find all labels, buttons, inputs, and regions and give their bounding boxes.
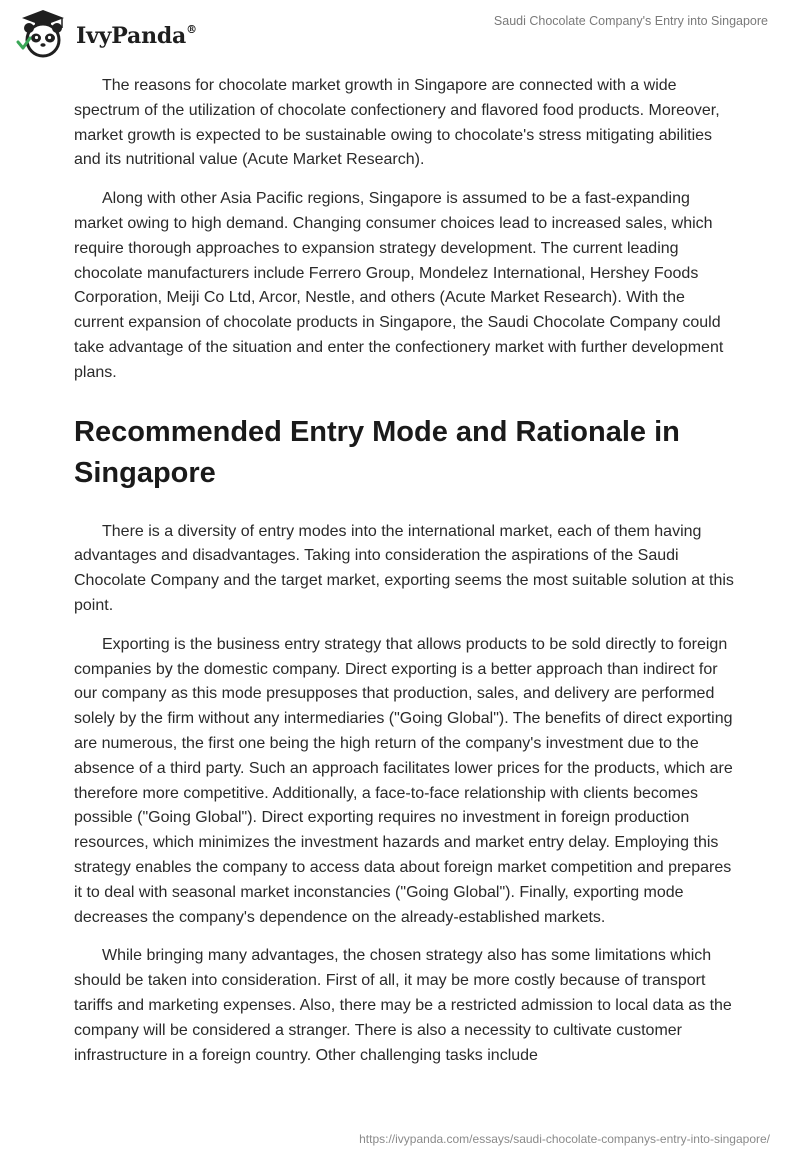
paragraph: There is a diversity of entry modes into the international market, each of them having advantages and disadvantages. Taking into consideration the aspirations of the Saudi Chocolate Company and the target market, exporting seems the most suitable solution at this point. bbox=[74, 522, 734, 614]
document-title: Saudi Chocolate Company's Entry into Singapore bbox=[493, 14, 768, 28]
panda-logo-icon bbox=[14, 8, 72, 60]
paragraph: While bringing many advantages, the chosen strategy also has some limitations which should be taken into consideration. First of all, it may be more costly because of transport tariffs and marketing expenses. Also, there may be a restricted admission to local data as the company will be considered a stranger. There is also a necessity to cultivate customer infrastructure in a foreign country. Other challenging tasks include bbox=[74, 947, 732, 1064]
logo-wordmark: IvyPanda® bbox=[76, 22, 197, 49]
essay-content bbox=[74, 74, 734, 1082]
site-logo[interactable] bbox=[14, 8, 197, 60]
paragraph: Along with other Asia Pacific regions, Singapore is assumed to be a fast-expanding market owing to high demand. Changing consumer choices lead to increased sales, which require thorough approaches to expansion strategy development. The current leading chocolate manufacturers include Ferrero Group, Mondelez International, Hershey Foods Corporation, Meiji Co Ltd, Arcor, Nestle, and others (Acute Market Research). With the current expansion of chocolate products in Singapore, the Saudi Chocolate Company could take advantage of the situation and enter the confectionery market with further development plans. bbox=[74, 190, 724, 381]
page-header bbox=[0, 0, 800, 70]
paragraph: Exporting is the business entry strategy that allows products to be sold directly to foreign companies by the domestic company. Direct exporting is a better approach than indirect for our company as this mode presupposes that production, sales, and delivery are performed solely by the firm without any intermediaries ("Going Global"). The benefits of direct exporting are numerous, the first one being the high return of the company's investment due to the absence of a third party. Such an approach facilitates lower prices for the products, which are therefore more competitive. Additionally, a face-to-face relationship with clients becomes possible ("Going Global"). Direct exporting requires no investment in foreign production resources, which minimizes the investment hazards and market entry delay. Employing this strategy enables the company to access data about foreign market competition and prepares it to deal with seasonal market inconstancies ("Going Global"). Finally, exporting mode decreases the company's dependence on the already-established markets. bbox=[74, 635, 733, 926]
paragraph: The reasons for chocolate market growth in Singapore are connected with a wide spectrum of the utilization of chocolate confectionery and flavored food products. Moreover, market growth is expected to be sustainable owing to chocolate's stress mitigating abilities and its nutritional value (Acute Market Research). bbox=[74, 77, 720, 169]
section-heading: Recommended Entry Mode and Rationale in Singapore bbox=[74, 415, 680, 489]
source-url-link[interactable]: https://ivypanda.com/essays/saudi-chocolate-companys-entry-into-singapore/ bbox=[359, 1132, 770, 1146]
